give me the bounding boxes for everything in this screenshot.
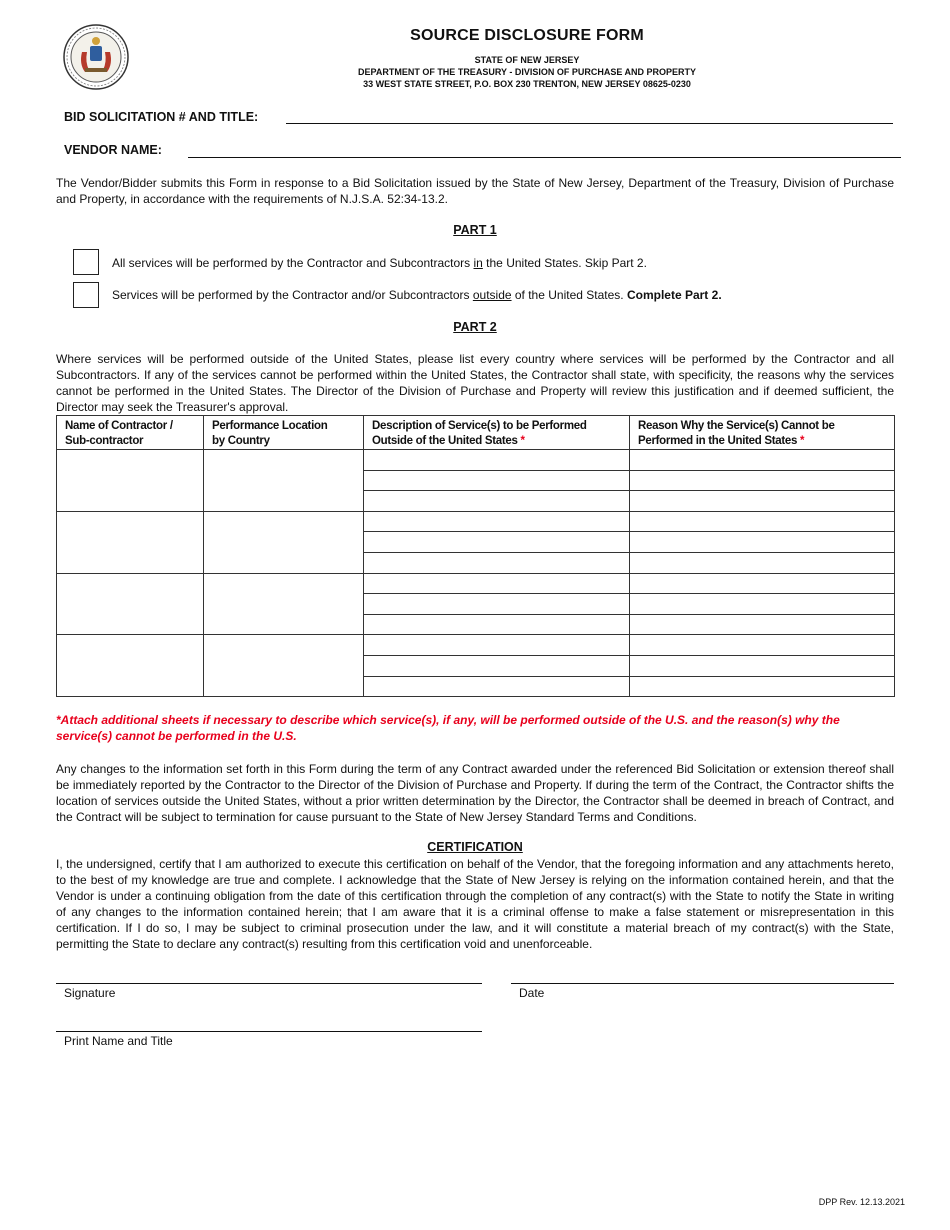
reason-cell[interactable] bbox=[630, 655, 895, 676]
contractor-cell[interactable] bbox=[57, 511, 204, 573]
description-cell[interactable] bbox=[364, 511, 630, 532]
form-title: SOURCE DISCLOSURE FORM bbox=[410, 27, 644, 44]
reason-cell[interactable] bbox=[630, 450, 895, 471]
print-name-line[interactable] bbox=[56, 1031, 482, 1032]
reason-cell[interactable] bbox=[630, 635, 895, 656]
table-row bbox=[57, 450, 895, 471]
contractor-cell[interactable] bbox=[57, 573, 204, 635]
table-row bbox=[57, 511, 895, 532]
location-cell[interactable] bbox=[204, 573, 364, 635]
bid-solicitation-label: BID SOLICITATION # AND TITLE: bbox=[64, 110, 259, 124]
description-cell[interactable] bbox=[364, 450, 630, 471]
part1-heading: PART 1 bbox=[453, 223, 497, 237]
contractor-cell[interactable] bbox=[57, 635, 204, 697]
col-header-description: Description of Service(s) to be Performed Outside of the United States * bbox=[364, 416, 630, 450]
col-header-reason: Reason Why the Service(s) Cannot be Performed in the United States * bbox=[630, 416, 895, 450]
description-cell[interactable] bbox=[364, 635, 630, 656]
reason-cell[interactable] bbox=[630, 470, 895, 491]
description-cell[interactable] bbox=[364, 614, 630, 635]
services-table bbox=[56, 415, 895, 697]
header-department: DEPARTMENT OF THE TREASURY - DIVISION OF PURCHASE AND PROPERTY bbox=[357, 67, 697, 77]
vendor-name-label: VENDOR NAME: bbox=[64, 143, 162, 157]
header-state: STATE OF NEW JERSEY bbox=[474, 55, 580, 65]
certification-paragraph: I, the undersigned, certify that I am authorized to execute this certification on behalf of the Vendor, that the foregoing information and any attachments hereto, to the best of my knowledge are true and complete. I acknowledge that the State of New Jersey is relying on the information contained herein, and that the Vendor is under a continuing obligation from the date of this certification through the completion of any contract(s) with the State to notify the State in writing of any changes to the information contained herein; that I am aware that it is a criminal offense to make a false statement or misrepresentation in this certification. If I do so, I may be subject to criminal prosecution under the law, and it will constitute a material breach of my contract(s) with the State, permitting the State to declare any contract(s) resulting from this certification void and unenforceable. bbox=[56, 857, 894, 951]
description-cell[interactable] bbox=[364, 491, 630, 512]
print-name-label: Print Name and Title bbox=[64, 1034, 173, 1048]
option-in-us-checkbox[interactable] bbox=[73, 249, 99, 275]
reason-cell[interactable] bbox=[630, 491, 895, 512]
reason-cell[interactable] bbox=[630, 573, 895, 594]
vendor-name-field[interactable] bbox=[188, 157, 901, 158]
description-cell[interactable] bbox=[364, 573, 630, 594]
header-address: 33 WEST STATE STREET, P.O. BOX 230 TRENTON, NEW JERSEY 08625-0230 bbox=[363, 79, 691, 89]
part2-heading: PART 2 bbox=[453, 320, 497, 334]
state-seal-icon bbox=[63, 24, 129, 90]
reason-cell[interactable] bbox=[630, 614, 895, 635]
certification-heading: CERTIFICATION bbox=[427, 840, 523, 854]
reason-cell[interactable] bbox=[630, 676, 895, 697]
changes-paragraph: Any changes to the information set forth in this Form during the term of any Contract awarded under the referenced Bid Solicitation or extension thereof shall be immediately reported by the Contractor to the Director of the Division of Purchase and Property. If during the term of the Contract, the Contractor shifts the location of services outside the United States, without a prior written determination by the Director, the Contractor shall be deemed in breach of Contract, and the Contract will be subject to termination for cause pursuant to the State of New Jersey Standard Terms and Conditions. bbox=[56, 762, 894, 824]
col-header-contractor: Name of Contractor / Sub-contractor bbox=[57, 416, 204, 450]
option-in-us-label: All services will be performed by the Contractor and Subcontractors in the United States. Skip Part 2. bbox=[112, 256, 647, 270]
bid-solicitation-field[interactable] bbox=[286, 123, 893, 124]
table-header-row bbox=[57, 416, 895, 450]
date-label: Date bbox=[519, 986, 545, 1000]
location-cell[interactable] bbox=[204, 450, 364, 512]
table-row bbox=[57, 635, 895, 656]
reason-cell[interactable] bbox=[630, 511, 895, 532]
description-cell[interactable] bbox=[364, 594, 630, 615]
intro-paragraph: The Vendor/Bidder submits this Form in response to a Bid Solicitation issued by the State of New Jersey, Department of the Treasury, Division of Purchase and Property, in accordance with the requirements of N.J.S.A. 52:34-13.2. bbox=[56, 176, 894, 206]
table-row bbox=[57, 573, 895, 594]
reason-cell[interactable] bbox=[630, 552, 895, 573]
reason-cell[interactable] bbox=[630, 594, 895, 615]
attach-sheets-note: *Attach additional sheets if necessary to describe which service(s), if any, will be performed outside of the U.S. and the reason(s) why the service(s) cannot be performed in the U.S. bbox=[56, 713, 840, 743]
date-line[interactable] bbox=[511, 983, 894, 984]
description-cell[interactable] bbox=[364, 676, 630, 697]
reason-cell[interactable] bbox=[630, 532, 895, 553]
description-cell[interactable] bbox=[364, 532, 630, 553]
description-cell[interactable] bbox=[364, 552, 630, 573]
contractor-cell[interactable] bbox=[57, 450, 204, 512]
description-cell[interactable] bbox=[364, 655, 630, 676]
col-header-location: Performance Location by Country bbox=[204, 416, 364, 450]
signature-line[interactable] bbox=[56, 983, 482, 984]
location-cell[interactable] bbox=[204, 635, 364, 697]
revision-footer: DPP Rev. 12.13.2021 bbox=[818, 1197, 905, 1207]
option-outside-us-label: Services will be performed by the Contractor and/or Subcontractors outside of the United States. Complete Part 2. bbox=[112, 288, 722, 302]
location-cell[interactable] bbox=[204, 511, 364, 573]
part2-paragraph: Where services will be performed outside of the United States, please list every country where services will be performed by the Contractor and all Subcontractors. If any of the services cannot be performed within the United States, the Contractor shall state, with specificity, the reasons why the services cannot be performed in the United States. The Director of the Division of Purchase and Property will review this justification and if deemed sufficient, the Director may seek the Treasurer's approval. bbox=[56, 352, 894, 414]
option-outside-us-checkbox[interactable] bbox=[73, 282, 99, 308]
description-cell[interactable] bbox=[364, 470, 630, 491]
signature-label: Signature bbox=[64, 986, 116, 1000]
